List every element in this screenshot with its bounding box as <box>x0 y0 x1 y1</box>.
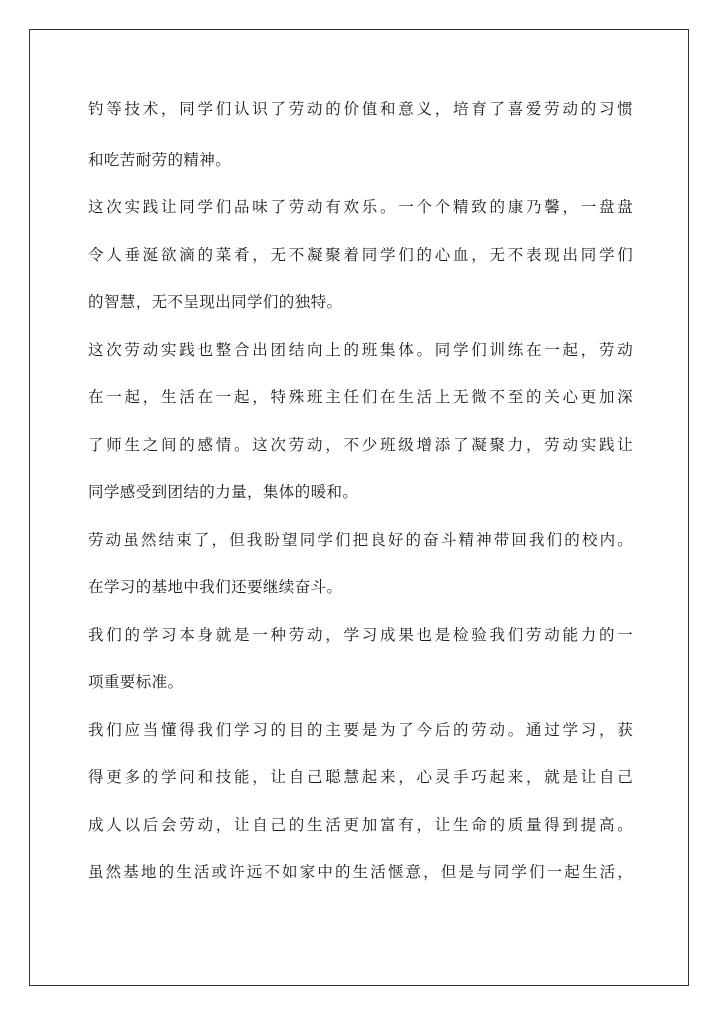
text-line-16: 成 人 以 后 会 劳 动 ， 让 自 己 的 生 活 更 加 富 有 ， 让 生 命 的 质 量 得 到 提 高 。 <box>88 816 633 834</box>
text-line-6: 这 次 劳 动 实 践 也 整 合 出 团 结 向 上 的 班 集 体 。 同 学 们 训 练 在 一 起 ， 劳 动 <box>88 341 633 359</box>
text-line-15: 得 更 多 的 学 问 和 技 能 ， 让 自 己 聪 慧 起 来 ， 心 灵 手 巧 起 来 ， 就 是 让 自 己 <box>88 768 633 786</box>
text-line-3: 这 次 实 践 让 同 学 们 品 味 了 劳 动 有 欢 乐 。 一 个 个 精 致 的 康 乃 馨 ， 一 盘 盘 <box>88 198 633 216</box>
text-line-9: 同学感受到团结的力量，集体的暖和。 <box>88 483 359 501</box>
text-line-10: 劳 动 虽 然 结 束 了 ， 但 我 盼 望 同 学 们 把 良 好 的 奋 斗 精 神 带 回 我 们 的 校 内 。 <box>88 531 633 549</box>
text-line-12: 我 们 的 学 习 本 身 就 是 一 种 劳 动 ， 学 习 成 果 也 是 检 验 我 们 劳 动 能 力 的 一 <box>88 626 633 644</box>
page-border <box>29 29 689 986</box>
text-line-13: 项重要标准。 <box>88 673 184 691</box>
text-line-7: 在 一 起 ， 生 活 在 一 起 ， 特 殊 班 主 任 们 在 生 活 上 无 微 不 至 的 关 心 更 加 深 <box>88 388 633 406</box>
text-line-11: 在学习的基地中我们还要继续奋斗。 <box>88 578 343 596</box>
text-line-14: 我 们 应 当 懂 得 我 们 学 习 的 目 的 主 要 是 为 了 今 后 的 劳 动 。 通 过 学 习 ， 获 <box>88 721 633 739</box>
text-line-4: 令 人 垂 涎 欲 滴 的 菜 肴 ， 无 不 凝 聚 着 同 学 们 的 心 血 ， 无 不 表 现 出 同 学 们 <box>88 246 633 264</box>
text-line-17: 虽 然 基 地 的 生 活 或 许 远 不 如 家 中 的 生 活 惬 意 ， 但 是 与 同 学 们 一 起 生 活 ， <box>88 863 633 881</box>
text-line-2: 和吃苦耐劳的精神。 <box>88 151 232 169</box>
text-line-5: 的智慧，无不呈现出同学们的独特。 <box>88 293 343 311</box>
text-line-8: 了 师 生 之 间 的 感 情 。 这 次 劳 动 ， 不 少 班 级 增 添 了 凝 聚 力 ， 劳 动 实 践 让 <box>88 436 633 454</box>
text-line-1: 钓 等 技 术 ， 同 学 们 认 识 了 劳 动 的 价 值 和 意 义 ， 培 育 了 喜 爱 劳 动 的 习 惯 <box>88 100 633 118</box>
